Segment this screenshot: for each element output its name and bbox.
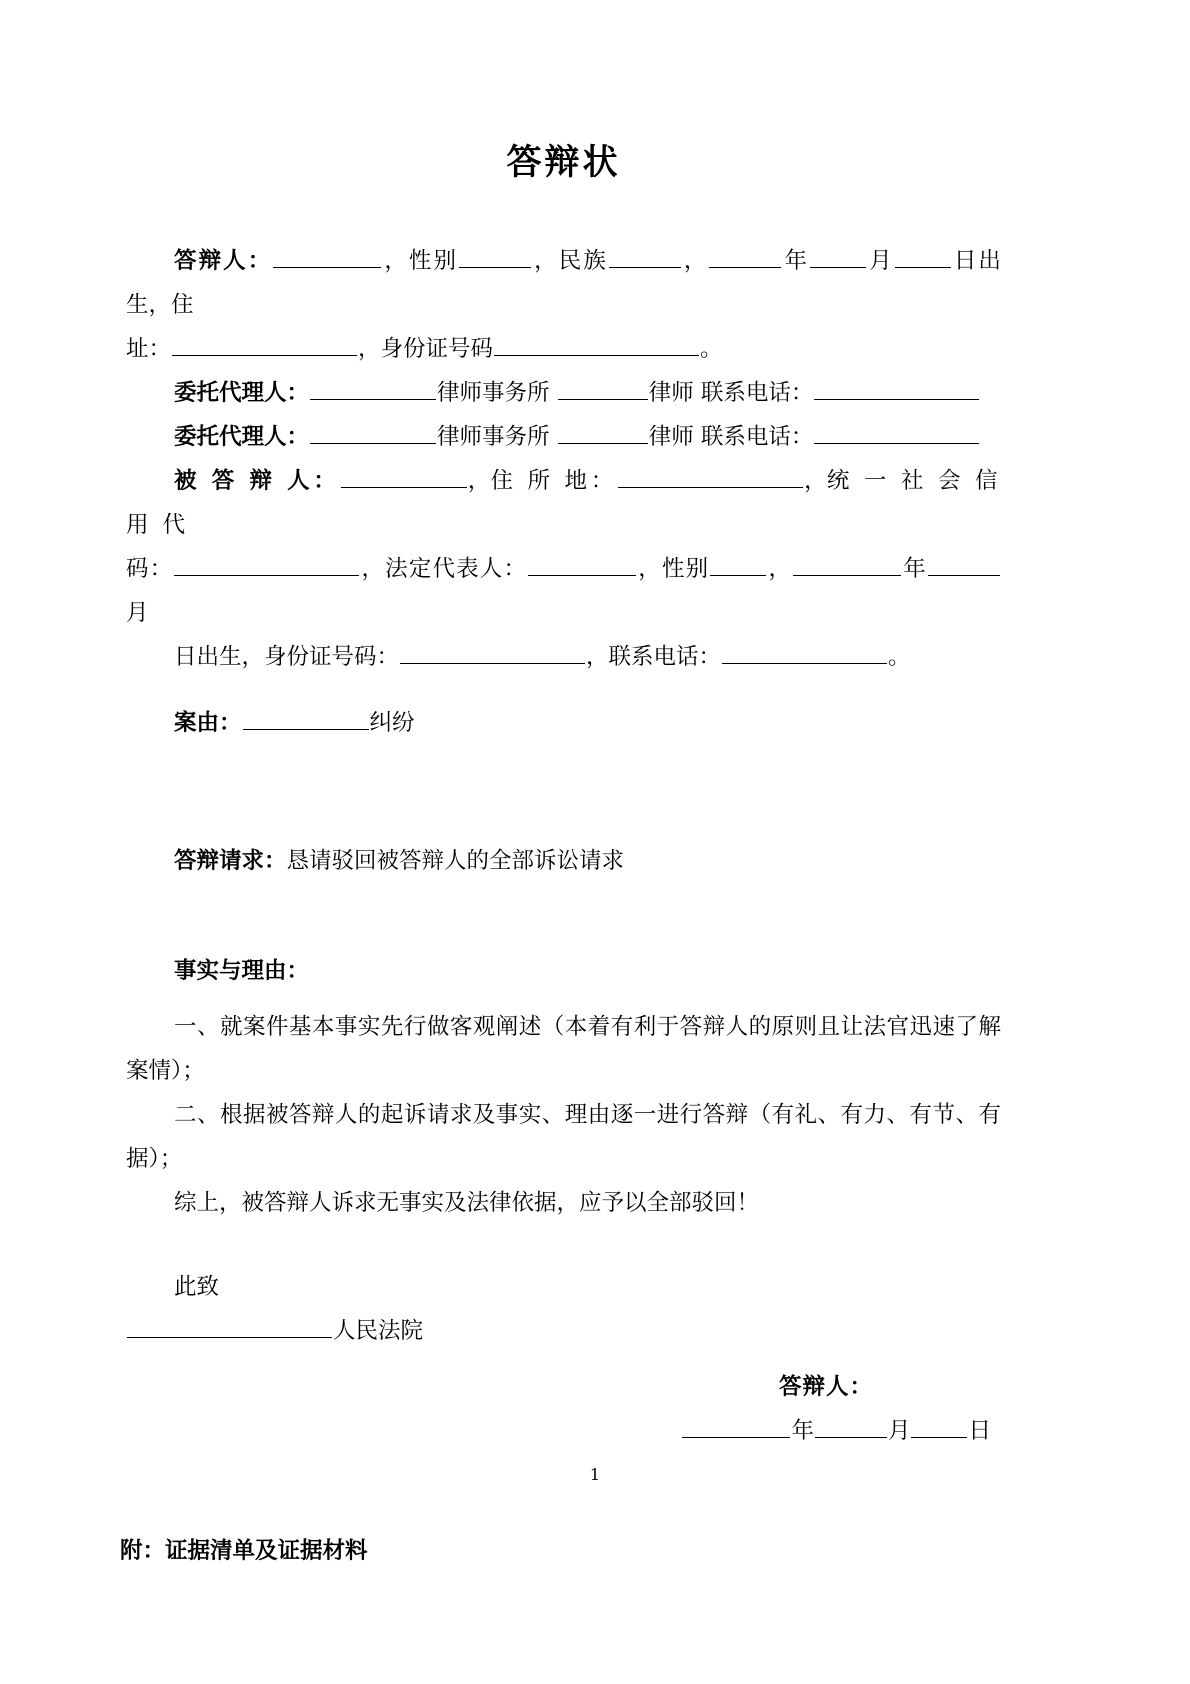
- agent-line-2: [126, 415, 1001, 459]
- spacer-before-cause: [126, 679, 1001, 701]
- id-number-label: 身份证号码: [380, 336, 494, 362]
- legal-rep-blank[interactable]: [528, 555, 636, 576]
- defense-request-text: 恳请驳回被答辩人的全部诉讼请求: [286, 848, 625, 874]
- day-born-label: 日出生，住: [126, 248, 1001, 318]
- signature-block: [126, 1365, 1001, 1453]
- date-year-label: 年: [791, 1418, 814, 1444]
- agent-firm-blank-1[interactable]: [310, 379, 436, 400]
- date-month-label: 月: [887, 1418, 911, 1444]
- legal-rep-label: 法定代表人：: [385, 556, 528, 582]
- credit-code-tail: 码：: [126, 556, 174, 582]
- birth-year-blank[interactable]: [709, 247, 781, 268]
- legal-rep-year-blank[interactable]: [793, 555, 901, 576]
- facts-item-3: 综上，被答辩人诉求无事实及法律依据，应予以全部驳回！: [174, 1190, 760, 1216]
- lawyer-label-1: 律师: [648, 380, 694, 406]
- legal-rep-month-blank[interactable]: [928, 555, 1000, 576]
- gender-label: 性别: [408, 248, 459, 274]
- signature-line: [126, 1365, 1001, 1409]
- respondent-name-blank[interactable]: [273, 247, 381, 268]
- lawyer-label-2: 律师: [648, 424, 694, 450]
- date-line: [126, 1409, 1001, 1453]
- phone-label-2: 联系电话：: [700, 424, 814, 450]
- counter-respondent-label: 被 答 辩 人：: [174, 468, 340, 494]
- birth-day-blank[interactable]: [895, 247, 951, 268]
- cause-label: 案由：: [174, 710, 242, 736]
- agent-phone-blank-2[interactable]: [814, 423, 979, 444]
- spacer-before-attachment-2: [126, 1507, 1001, 1529]
- domicile-blank[interactable]: [618, 467, 803, 488]
- spacer-after-facts-heading: [126, 993, 1001, 1005]
- ethnicity-label: 民族: [558, 248, 608, 274]
- facts-item-1: 一、就案件基本事实先行做客观阐述（本着有利于答辩人的原则且让法官迅速了解案情）；: [126, 1014, 1001, 1084]
- legal-rep-birth-line: 日出生，身份证号码： ，联系电话： 。: [174, 644, 911, 670]
- gender-blank[interactable]: [459, 247, 531, 268]
- gender2-label: 性别: [661, 556, 710, 582]
- month-label: 月: [867, 248, 894, 274]
- facts-heading: 事实与理由：: [174, 958, 310, 984]
- phone2-label: 联系电话：: [608, 644, 722, 670]
- born-line-label: 日出生，身份证号码：: [174, 644, 400, 670]
- cause-line: [126, 701, 1001, 745]
- agent-line-1: [126, 371, 1001, 415]
- court-name-blank[interactable]: [127, 1317, 332, 1338]
- agent-lawyer-blank-1[interactable]: [558, 379, 648, 400]
- spacer-before-request: [126, 745, 1001, 799]
- document-content: [120, 0, 1001, 1573]
- spacer-before-closing: [126, 1225, 1001, 1265]
- closing-cizhi: 此致: [174, 1274, 220, 1300]
- respondent-line: 答辩人： ，性别 ，民族 ， 年 月 日出生，住: [126, 248, 1001, 318]
- closing-court-line: [126, 1309, 1001, 1353]
- respondent-label: 答辩人：: [174, 248, 273, 274]
- defense-request-line: [126, 839, 1001, 883]
- date-day-label: 日: [968, 1418, 991, 1444]
- court-label: 人民法院: [333, 1318, 424, 1344]
- law-firm-label-1: 律师事务所: [437, 380, 550, 406]
- law-firm-label-2: 律师事务所: [437, 424, 550, 450]
- defense-request-label: 答辩请求：: [174, 848, 287, 874]
- year2-label: 年: [902, 556, 927, 582]
- legal-rep-id-blank[interactable]: [400, 643, 585, 664]
- legal-rep-period: 。: [888, 644, 911, 670]
- id-number-blank[interactable]: [494, 335, 699, 356]
- date-month-blank[interactable]: [815, 1417, 887, 1438]
- counter-respondent-line: 被 答 辩 人： ，住 所 地： ，统 一 社 会 信 用 代: [126, 468, 1001, 538]
- month2-label: 月: [126, 600, 149, 626]
- address-line: 址： ，身份证号码 。: [126, 336, 723, 362]
- ethnicity-blank[interactable]: [609, 247, 681, 268]
- credit-code-line: 码： ，法定代表人： ，性别 ， 年月: [126, 547, 1001, 635]
- spacer-before-request-2: [126, 799, 1001, 839]
- counter-respondent-name-blank[interactable]: [341, 467, 467, 488]
- page-number: 1: [589, 1465, 601, 1484]
- agent-firm-blank-2[interactable]: [310, 423, 436, 444]
- attachment-line: 附：证据清单及证据材料: [120, 1538, 368, 1564]
- domicile-label: 住 所 地：: [490, 468, 617, 494]
- legal-rep-phone-blank[interactable]: [722, 643, 887, 664]
- address-label: 址：: [126, 336, 172, 362]
- agent-label-2: 委托代理人：: [174, 424, 310, 450]
- phone-label-1: 联系电话：: [700, 380, 814, 406]
- agent-phone-blank-1[interactable]: [814, 379, 979, 400]
- date-day-blank[interactable]: [911, 1417, 967, 1438]
- address-blank[interactable]: [172, 335, 357, 356]
- facts-item-2: 二、根据被答辩人的起诉请求及事实、理由逐一进行答辩（有礼、有力、有节、有据）；: [126, 1102, 1001, 1172]
- agent-label-1: 委托代理人：: [174, 380, 310, 406]
- cause-blank[interactable]: [243, 709, 369, 730]
- spacer-before-signature: [126, 1353, 1001, 1365]
- signature-label: 答辩人：: [778, 1374, 873, 1400]
- page-title: 答辩状: [506, 142, 621, 183]
- agent-lawyer-blank-2[interactable]: [558, 423, 648, 444]
- credit-code-head: 统 一 社 会 信 用 代: [126, 468, 1001, 538]
- birth-month-blank[interactable]: [810, 247, 866, 268]
- spacer-after-title: [126, 185, 1001, 239]
- credit-code-blank[interactable]: [174, 555, 359, 576]
- address-period: 。: [700, 336, 723, 362]
- legal-rep-gender-blank[interactable]: [710, 555, 766, 576]
- cause-suffix: 纠纷: [369, 710, 415, 736]
- date-year-blank[interactable]: [682, 1417, 790, 1438]
- year-label: 年: [782, 248, 810, 274]
- spacer-before-facts-2: [126, 937, 1001, 949]
- spacer-before-facts: [126, 883, 1001, 937]
